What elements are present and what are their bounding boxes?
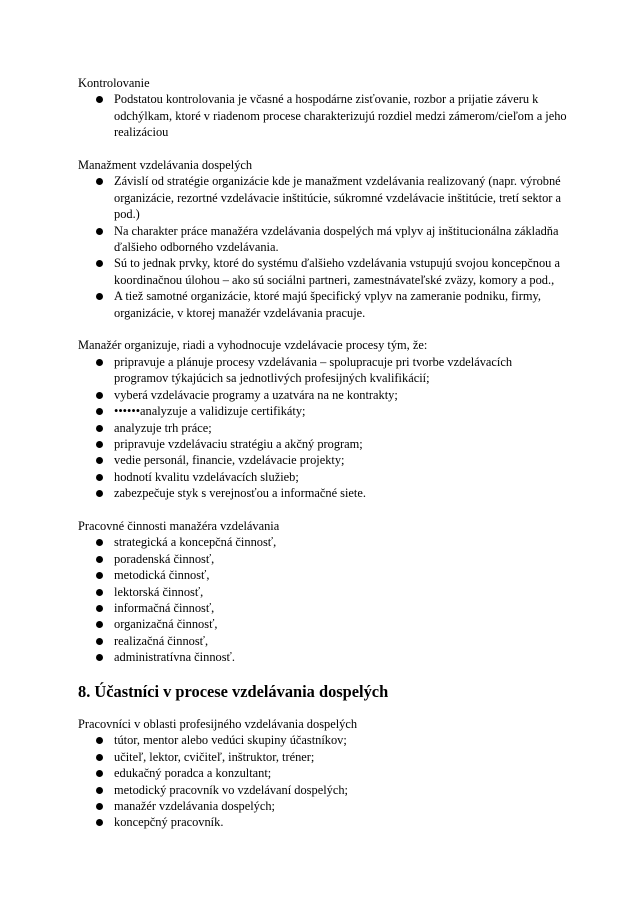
bullet-icon [96,737,103,744]
bullet-icon [96,572,103,579]
text-section [78,518,568,666]
chapter-heading: 8. Účastníci v procese vzdelávania dospelých [78,681,389,701]
bullet-icon [96,178,103,185]
bullet-list [78,173,568,321]
list-item-text: vedie personál, financie, vzdelávacie projekty; [114,453,345,468]
bullet-icon [96,96,103,103]
list-item-text: ••••••analyzuje a validizuje certifikáty; [114,404,306,419]
list-item [114,485,568,501]
list-item [114,534,568,550]
list-item-text: Podstatou kontrolovania je včasné a hospodárne zisťovanie, rozbor a prijatie záveru k odchýlkam, ktoré v riadenom procese charakterizujú rozdiel medzi zámerom/cieľom a jeho realizáciou [114,92,567,140]
list-item [114,600,568,616]
list-item [114,782,568,798]
list-item [114,387,568,403]
bullet-icon [96,457,103,464]
list-item [114,584,568,600]
bullet-icon [96,621,103,628]
bullet-icon [96,441,103,448]
text-section [78,716,568,831]
section-title: Manažment vzdelávania dospelých [78,158,253,173]
list-item [114,633,568,649]
bullet-icon [96,654,103,661]
list-item-text: vyberá vzdelávacie programy a uzatvára na ne kontrakty; [114,387,398,402]
list-item [114,551,568,567]
text-section [78,337,568,501]
list-item [114,765,568,781]
list-item [114,255,568,288]
list-item-text: lektorská činnosť, [114,584,204,599]
bullet-icon [96,754,103,761]
bullet-icon [96,293,103,300]
bullet-icon [96,539,103,546]
text-section [78,75,568,141]
list-item-text: organizačná činnosť, [114,617,218,632]
list-item [114,749,568,765]
list-item-text: manažér vzdelávania dospelých; [114,799,275,813]
bullet-icon [96,228,103,235]
bullet-icon [96,638,103,645]
list-item [114,814,568,830]
list-item [114,420,568,436]
list-item [114,567,568,583]
bullet-icon [96,425,103,432]
bullet-list [78,534,568,665]
list-item-text: edukačný poradca a konzultant; [114,766,272,781]
list-item-text: poradenská činnosť, [114,551,215,566]
list-item-text: analyzuje trh práce; [114,420,212,435]
list-item [114,469,568,485]
text-section [78,157,568,321]
list-item-text: pripravuje vzdelávaciu stratégiu a akčný program; [114,436,363,451]
bullet-icon [96,770,103,777]
list-item [114,452,568,468]
list-item-text: Sú to jednak prvky, ktoré do systému ďalšieho vzdelávania vstupujú svojou koncepčnou a koordinačnou úlohou – ako sú sociálni partneri, zamestnávateľské zväzy, komory a pod., [114,256,560,287]
list-item-text: koncepčný pracovník. [114,815,224,830]
bullet-icon [96,408,103,415]
list-item-text: A tiež samotné organizácie, ktoré majú špecifický vplyv na zameranie podniku, firmy, organizácie, v ktorej manažér vzdelávania pracuje. [114,289,541,320]
list-item-text: Na charakter práce manažéra vzdelávania dospelých má vplyv aj inštitucionálna základňa ďalšieho odborného vzdelávania. [114,223,559,255]
list-item [114,732,568,748]
list-item-text: realizačná činnosť, [114,633,209,648]
list-item-text: informačná činnosť, [114,600,215,615]
list-item [114,173,568,222]
list-item-text: zabezpečuje styk s verejnosťou a informačné siete. [114,486,366,501]
bullet-icon [96,359,103,366]
list-item-text: hodnotí kvalitu vzdelávacích služieb; [114,469,299,484]
list-item [114,616,568,632]
list-item-text: strategická a koncepčná činnosť, [114,535,277,550]
chapter-section [78,716,568,831]
bullet-icon [96,474,103,481]
bullet-icon [96,605,103,612]
list-item [114,91,568,140]
list-item [114,403,568,419]
sections-container [78,75,568,666]
list-item [114,288,568,321]
list-item-text: Závislí od stratégie organizácie kde je manažment vzdelávania realizovaný (napr. výrobné organizácie, rezortné vzdelávacie inštitúcie, súkromné vzdelávacie inštitúcie, tretí sektor a pod.) [114,174,562,222]
bullet-list [78,354,568,502]
bullet-icon [96,490,103,497]
list-item-text: pripravuje a plánuje procesy vzdelávania – spolupracuje pri tvorbe vzdelávacích programov týkajúcich sa jednotlivých profesijných kvalifikácií; [114,354,513,386]
list-item-text: učiteľ, lektor, cvičiteľ, inštruktor, tréner; [114,749,315,764]
section-title: Pracovné činnosti manažéra vzdelávania [78,518,280,533]
section-title: Pracovníci v oblasti profesijného vzdelávania dospelých [78,716,358,731]
bullet-icon [96,787,103,794]
bullet-list [78,91,568,140]
list-item-text: metodický pracovník vo vzdelávaní dospelých; [114,782,348,797]
list-item [114,798,568,814]
bullet-list [78,732,568,830]
list-item-text: metodická činnosť, [114,568,210,583]
list-item [114,436,568,452]
bullet-icon [96,803,103,810]
list-item [114,649,568,665]
bullet-icon [96,589,103,596]
bullet-icon [96,556,103,563]
list-item-text: administratívna činnosť. [114,650,235,665]
bullet-icon [96,392,103,399]
list-item [114,354,568,387]
bullet-icon [96,260,103,267]
list-item-text: tútor, mentor alebo vedúci skupiny účastníkov; [114,733,347,748]
section-title: Manažér organizuje, riadi a vyhodnocuje vzdelávacie procesy tým, že: [78,338,428,353]
bullet-icon [96,819,103,826]
list-item [114,223,568,256]
section-title: Kontrolovanie [78,76,150,90]
